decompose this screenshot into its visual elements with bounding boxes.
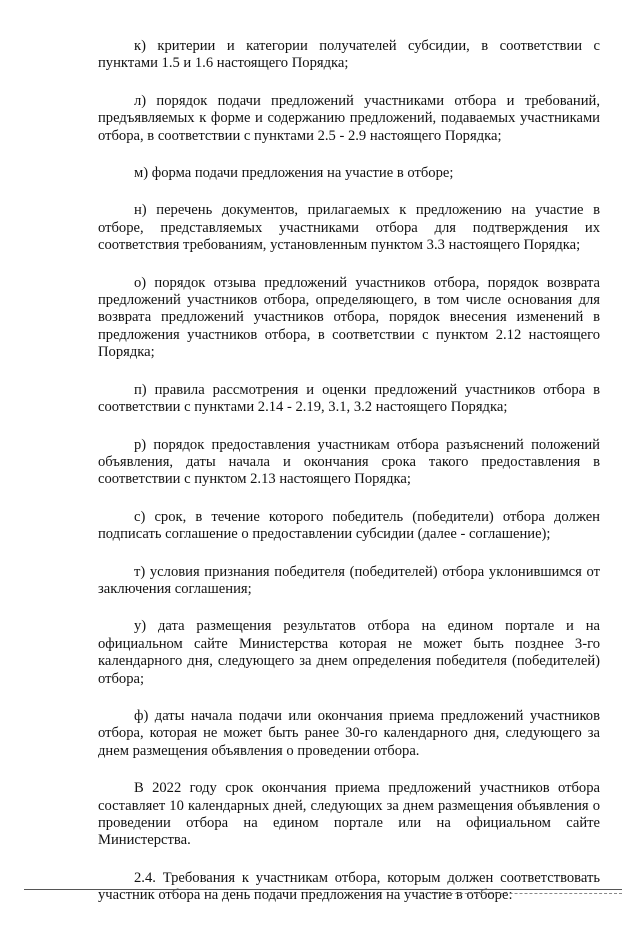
paragraph-m: м) форма подачи предложения на участие в отборе; — [134, 165, 454, 182]
paragraph-f: ф) даты начала подачи или окончания приема предложений участников отбора, которая не может быть ранее 30-го календарного дня, следующего за днем размещения объявления о проведении отбора. — [98, 707, 600, 759]
paragraph-u: у) дата размещения результатов отбора на едином портале и на официальном сайте Министерства которая не может быть позднее 3-го календарного дня, следующего за днем определения победителя (победителей) отбора; — [98, 618, 600, 687]
paragraph-section-2-4: 2.4. Требования к участникам отбора, которым должен соответствовать участник отбора на день подачи предложения на участие в отборе: — [98, 869, 600, 904]
paragraph-l: л) порядок подачи предложений участниками отбора и требований, предъявляемых к форме и содержанию предложений, подаваемых участниками отбора, в соответствии с пунктами 2.5 - 2.9 настоящего Порядка; — [98, 92, 600, 144]
document-page — [98, 38, 600, 925]
paragraph-s: с) срок, в течение которого победитель (победители) отбора должен подписать соглашение о предоставлении субсидии (далее - соглашение); — [98, 508, 600, 543]
paragraph-p: п) правила рассмотрения и оценки предложений участников отбора в соответствии с пунктами 2.14 - 2.19, 3.1, 3.2 настоящего Порядка; — [98, 381, 600, 416]
footer-rule-dashed — [420, 893, 622, 894]
paragraph-k: к) критерии и категории получателей субсидии, в соответствии с пунктами 1.5 и 1.6 настоящего Порядка; — [98, 38, 600, 72]
paragraph-t: т) условия признания победителя (победителей) отбора уклонившимся от заключения соглашения; — [98, 563, 600, 597]
paragraph-o: о) порядок отзыва предложений участников отбора, порядок возврата предложений участников отбора, определяющего, в том числе основания для возврата предложений участников отбора, порядок внесения изменений в предложения участников отбора, в соответствии с пунктом 2.12 настоящего Порядка; — [98, 274, 600, 361]
paragraph-r: р) порядок предоставления участникам отбора разъяснений положений объявления, даты начала и окончания срока такого предоставления в соответствии с пунктом 2.13 настоящего Порядка; — [98, 436, 600, 488]
paragraph-n: н) перечень документов, прилагаемых к предложению на участие в отборе, представляемых участниками отбора для подтверждения их соответствия требованиям, установленным пунктом 3.3 настоящего Порядка; — [98, 202, 600, 254]
paragraph-deadline-2022: В 2022 году срок окончания приема предложений участников отбора составляет 10 календарных дней, следующих за днем размещения объявления о проведении отбора на едином портале или на официальном сайте Министерства. — [98, 780, 600, 849]
footer-rule — [24, 889, 622, 890]
